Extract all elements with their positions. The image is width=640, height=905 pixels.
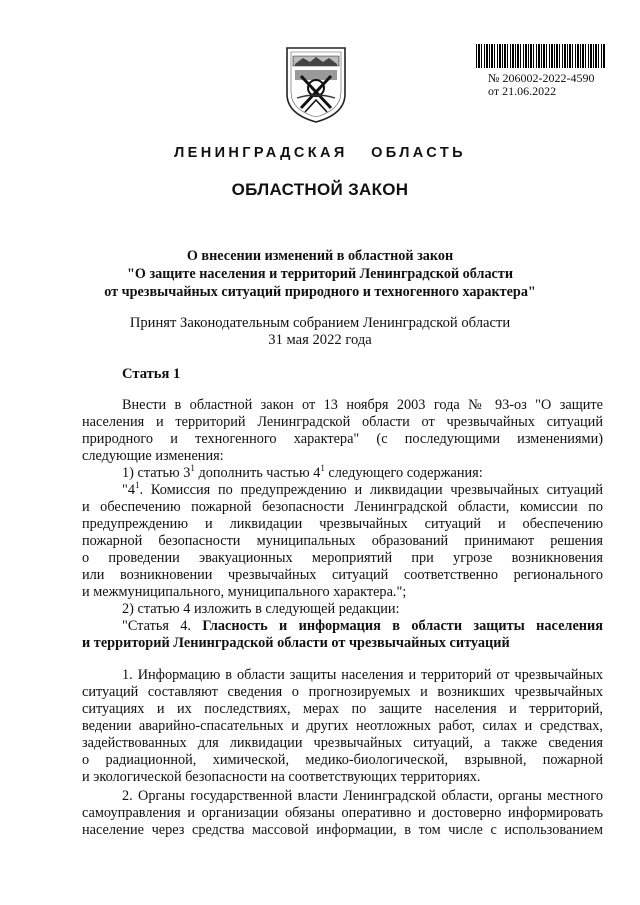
body-line: о радиационной, химической, медико-биологической, взрывной, пожарной [82, 752, 603, 768]
document-type: ОБЛАСТНОЙ ЗАКОН [231, 180, 409, 199]
body-line: 2. Органы государственной власти Ленинградской области, органы местного [122, 788, 603, 804]
quote-line: пожарной безопасности муниципальных образований принимают решения [82, 533, 603, 549]
quote-start-line: "$4^1$. Комиссия по предупреждению и ликвидации чрезвычайных ситуаций [122, 480, 603, 498]
body-line: следующие изменения: [82, 448, 224, 464]
body-line: задействованных для ликвидации чрезвычайных ситуаций, а также сведения [82, 735, 603, 751]
registration-date: от 21.06.2022 [488, 84, 557, 98]
adopted-by-line: Принят Законодательным собранием Ленинградской области [129, 315, 511, 331]
amendment-item-2: 2) статью 4 изложить в следующей редакции: [122, 601, 400, 617]
adopted-date-line: 31 мая 2022 года [268, 332, 372, 348]
body-line: Внести в областной закон от 13 ноября 2003 года № 93-оз "О защите [122, 397, 603, 413]
body-line: природного и техногенного характера" (с последующими изменениями) [82, 431, 603, 447]
body-line: ситуациях и их последствиях, мерах по защите населения и территорий, [82, 701, 603, 717]
body-line: 1. Информацию в области защиты населения и территорий от чрезвычайных [122, 667, 603, 683]
law-title-line-3: от чрезвычайных ситуаций природного и техногенного характера" [104, 284, 536, 300]
quote-line: и обеспечению пожарной безопасности Ленинградской области, комиссии по [82, 499, 603, 515]
article-4-heading: "Статья 4. Гласность и информация в области защиты населения [122, 618, 603, 634]
quote-line: предупреждению и ликвидации чрезвычайных ситуаций и обеспечению [82, 516, 603, 532]
body-line: ведении аварийно-спасательных и других неотложных работ, силах и средствах, [82, 718, 603, 734]
quote-line: или возникновении чрезвычайных ситуаций соответственно регионального [82, 567, 603, 583]
body-line: ситуаций составляют сведения о прогнозируемых и возникших чрезвычайных [82, 684, 603, 700]
body-line: и экологической безопасности на соответствующих территориях. [82, 769, 481, 785]
amendment-item-1: 1) статью $3^1$ дополнить частью $4^1$ следующего содержания: [122, 463, 483, 481]
body-line: самоуправления и организации обязаны оперативно и достоверно информировать [82, 805, 603, 821]
article-4-heading-cont: и территорий Ленинградской области от чрезвычайных ситуаций [82, 635, 510, 651]
law-title-line-1: О внесении изменений в областной закон [186, 248, 454, 264]
law-title-line-2: "О защите населения и территорий Ленинградской области [126, 266, 513, 282]
quote-line: о проведении эвакуационных мероприятий при угрозе возникновения [82, 550, 603, 566]
barcode [476, 44, 605, 68]
coat-of-arms-icon [283, 42, 349, 124]
article-heading: Статья 1 [122, 366, 181, 382]
region-name: ЛЕНИНГРАДСКАЯ ОБЛАСТЬ [174, 145, 466, 161]
registration-number: № 206002-2022-4590 [488, 71, 595, 85]
body-line: население через средства массовой информации, в том числе с использованием [82, 822, 603, 838]
quote-line: и межмуниципального, муниципального характера."; [82, 584, 407, 600]
body-line: населения и территорий Ленинградской области от чрезвычайных ситуаций [82, 414, 603, 430]
